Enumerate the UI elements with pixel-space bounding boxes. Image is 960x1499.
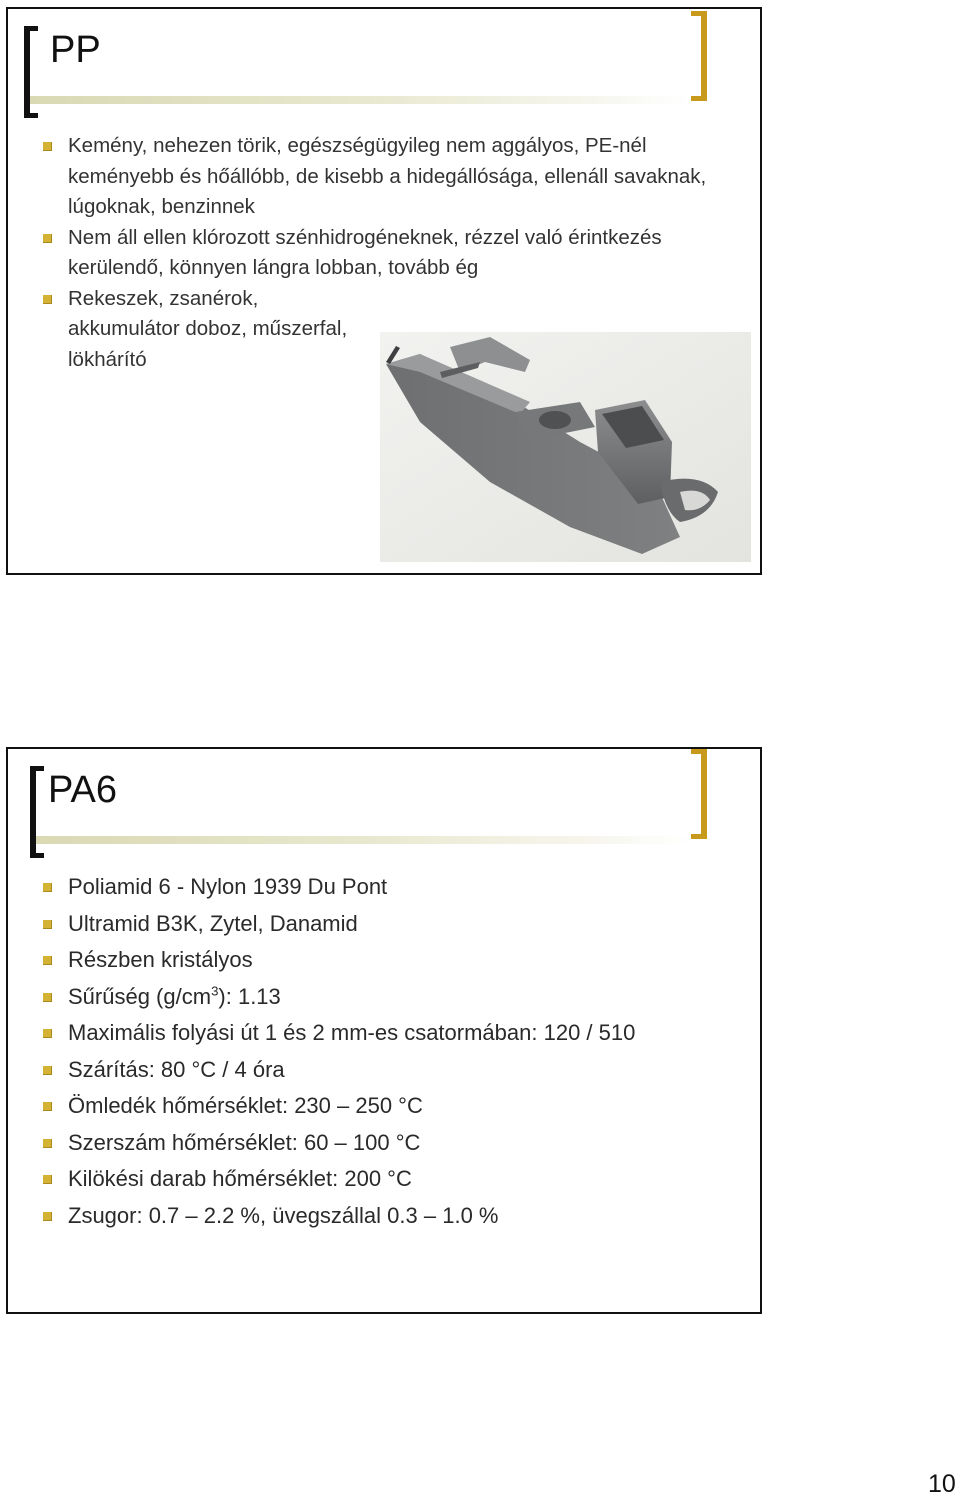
list-item: Ultramid B3K, Zytel, Danamid — [28, 906, 748, 943]
list-item: Szerszám hőmérséklet: 60 – 100 °C — [28, 1125, 748, 1162]
list-item: Rekeszek, zsanérok, akkumulátor doboz, műszerfal, lökhárító — [28, 284, 748, 376]
right-bracket-decoration — [691, 11, 707, 101]
bullet-square-icon — [43, 1102, 52, 1111]
list-item: Sűrűség $(g/cm^3)$: 1.13 — [28, 979, 748, 1016]
bullet-square-icon — [43, 956, 52, 965]
bullet-square-icon — [43, 1029, 52, 1038]
list-item: Poliamid 6 - Nylon 1939 Du Pont — [28, 869, 748, 906]
bullet-square-icon — [43, 295, 52, 304]
bullet-square-icon — [43, 1139, 52, 1148]
bullet-square-icon — [43, 993, 52, 1002]
list-item: Ömledék hőmérséklet: 230 – 250 °C — [28, 1088, 748, 1125]
list-item: Zsugor: 0.7 – 2.2 %, üvegszállal 0.3 – 1.0 % — [28, 1198, 748, 1235]
slide-pp — [6, 7, 762, 575]
slide-title: PP — [50, 29, 101, 71]
bullet-square-icon — [43, 142, 52, 151]
left-bracket-decoration — [24, 26, 38, 118]
title-underline-bar — [36, 836, 690, 844]
list-item: Szárítás: 80 °C / 4 óra — [28, 1052, 748, 1089]
bullet-square-icon — [43, 1175, 52, 1184]
slide-title: PA6 — [48, 769, 118, 811]
center-console-photo — [380, 332, 751, 562]
title-underline-bar — [30, 96, 690, 104]
left-bracket-decoration — [30, 766, 44, 858]
list-item: Nem áll ellen klórozott szénhidrogéneknek, rézzel való érintkezés kerülendő, könnyen lángra lobban, tovább ég — [28, 223, 748, 284]
slide-pa6 — [6, 747, 762, 1314]
bullet-square-icon — [43, 1066, 52, 1075]
list-item: Maximális folyási út 1 és 2 mm-es csatormában: 120 / 510 — [28, 1015, 748, 1052]
bullet-list — [28, 869, 748, 1234]
bullet-square-icon — [43, 883, 52, 892]
page-number: 10 — [928, 1470, 956, 1498]
bullet-square-icon — [43, 1212, 52, 1221]
list-item: Kemény, nehezen törik, egészségügyileg nem aggályos, PE-nél keményebb és hőállóbb, de kisebb a hidegállósága, ellenáll savaknak, lúgoknak, benzinnek — [28, 131, 748, 223]
bullet-square-icon — [43, 234, 52, 243]
list-item: Kilökési darab hőmérséklet: 200 °C — [28, 1161, 748, 1198]
bullet-square-icon — [43, 920, 52, 929]
list-item: Részben kristályos — [28, 942, 748, 979]
right-bracket-decoration — [691, 749, 707, 839]
